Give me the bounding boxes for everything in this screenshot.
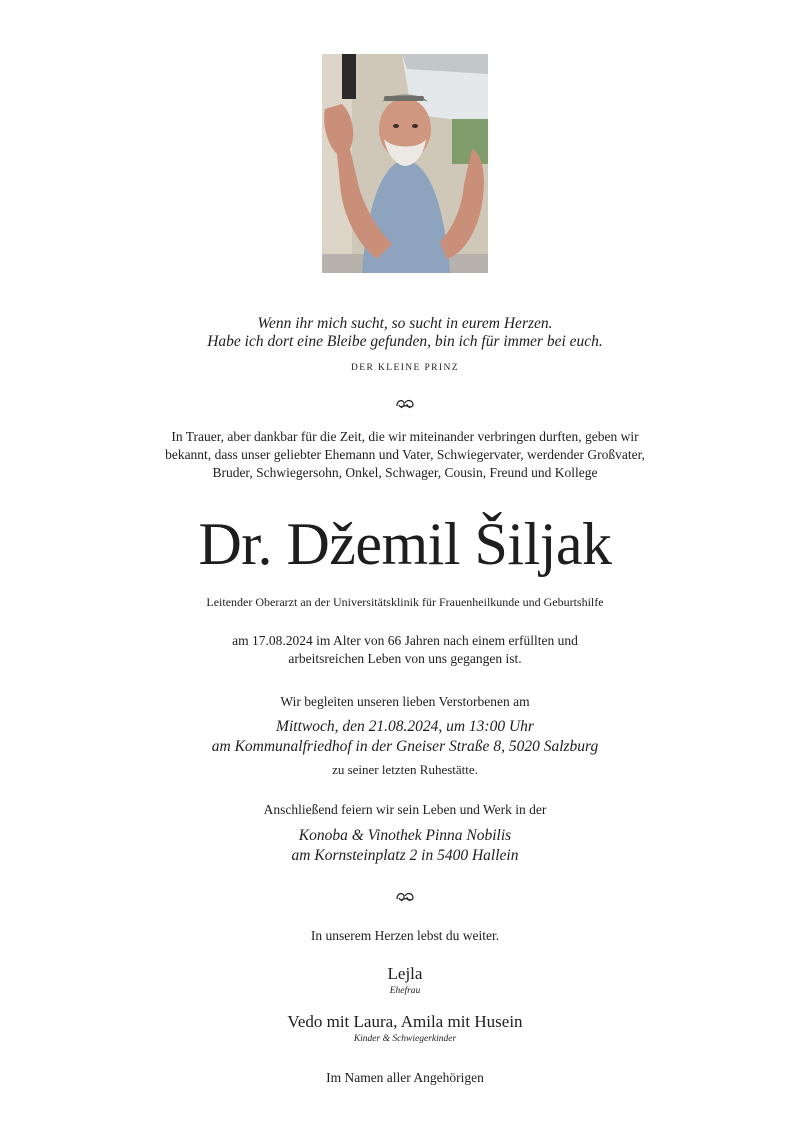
- portrait-illustration: [322, 54, 488, 273]
- celebration-venue: Konoba & Vinothek Pinna Nobilis: [298, 827, 512, 844]
- intro-line-3: Bruder, Schwiegersohn, Onkel, Schwager, Cousin, Freund und Kollege: [212, 465, 598, 480]
- quote-author: DER KLEINE PRINZ: [351, 363, 459, 373]
- death-line-2: arbeitsreichen Leben von uns gegangen ist.: [288, 651, 522, 666]
- deceased-name: Dr. Džemil Šiljak: [198, 511, 612, 577]
- funeral-date: Mittwoch, den 21.08.2024, um 13:00 Uhr: [276, 718, 534, 735]
- celebration-address: am Kornsteinplatz 2 in 5400 Hallein: [291, 847, 519, 864]
- portrait-photo: [322, 54, 488, 273]
- mourner-name: Lejla: [387, 964, 423, 983]
- intro-line-1: In Trauer, aber dankbar für die Zeit, die wir miteinander verbringen durften, geben wir: [171, 429, 639, 444]
- footer-signature: Im Namen aller Angehörigen: [326, 1070, 484, 1085]
- deceased-title: Leitender Oberarzt an der Universitätsklinik für Frauenheilkunde und Geburtshilfe: [206, 595, 604, 609]
- intro-line-2: bekannt, dass unser geliebter Ehemann und Vater, Schwiegervater, werdender Großvater,: [165, 447, 645, 462]
- mourner-name: Vedo mit Laura, Amila mit Husein: [287, 1012, 523, 1031]
- ornament-icon: [395, 889, 415, 903]
- funeral-place: am Kommunalfriedhof in der Gneiser Straße 8, 5020 Salzburg: [211, 738, 599, 755]
- mourner-role: Ehefrau: [389, 986, 421, 996]
- death-line-1: am 17.08.2024 im Alter von 66 Jahren nach einem erfüllten und: [232, 633, 578, 648]
- mourner-role: Kinder & Schwiegerkinder: [353, 1034, 457, 1044]
- funeral-intro: Wir begleiten unseren lieben Verstorbenen am: [280, 694, 530, 709]
- closing-line: In unserem Herzen lebst du weiter.: [310, 928, 500, 943]
- celebration-intro: Anschließend feiern wir sein Leben und Werk in der: [263, 802, 547, 817]
- quote-line-1: Wenn ihr mich sucht, so sucht in eurem Herzen.: [257, 315, 553, 332]
- ornament-icon: [395, 396, 415, 410]
- quote-line-2: Habe ich dort eine Bleibe gefunden, bin ich für immer bei euch.: [207, 333, 603, 350]
- funeral-outro: zu seiner letzten Ruhestätte.: [332, 762, 478, 777]
